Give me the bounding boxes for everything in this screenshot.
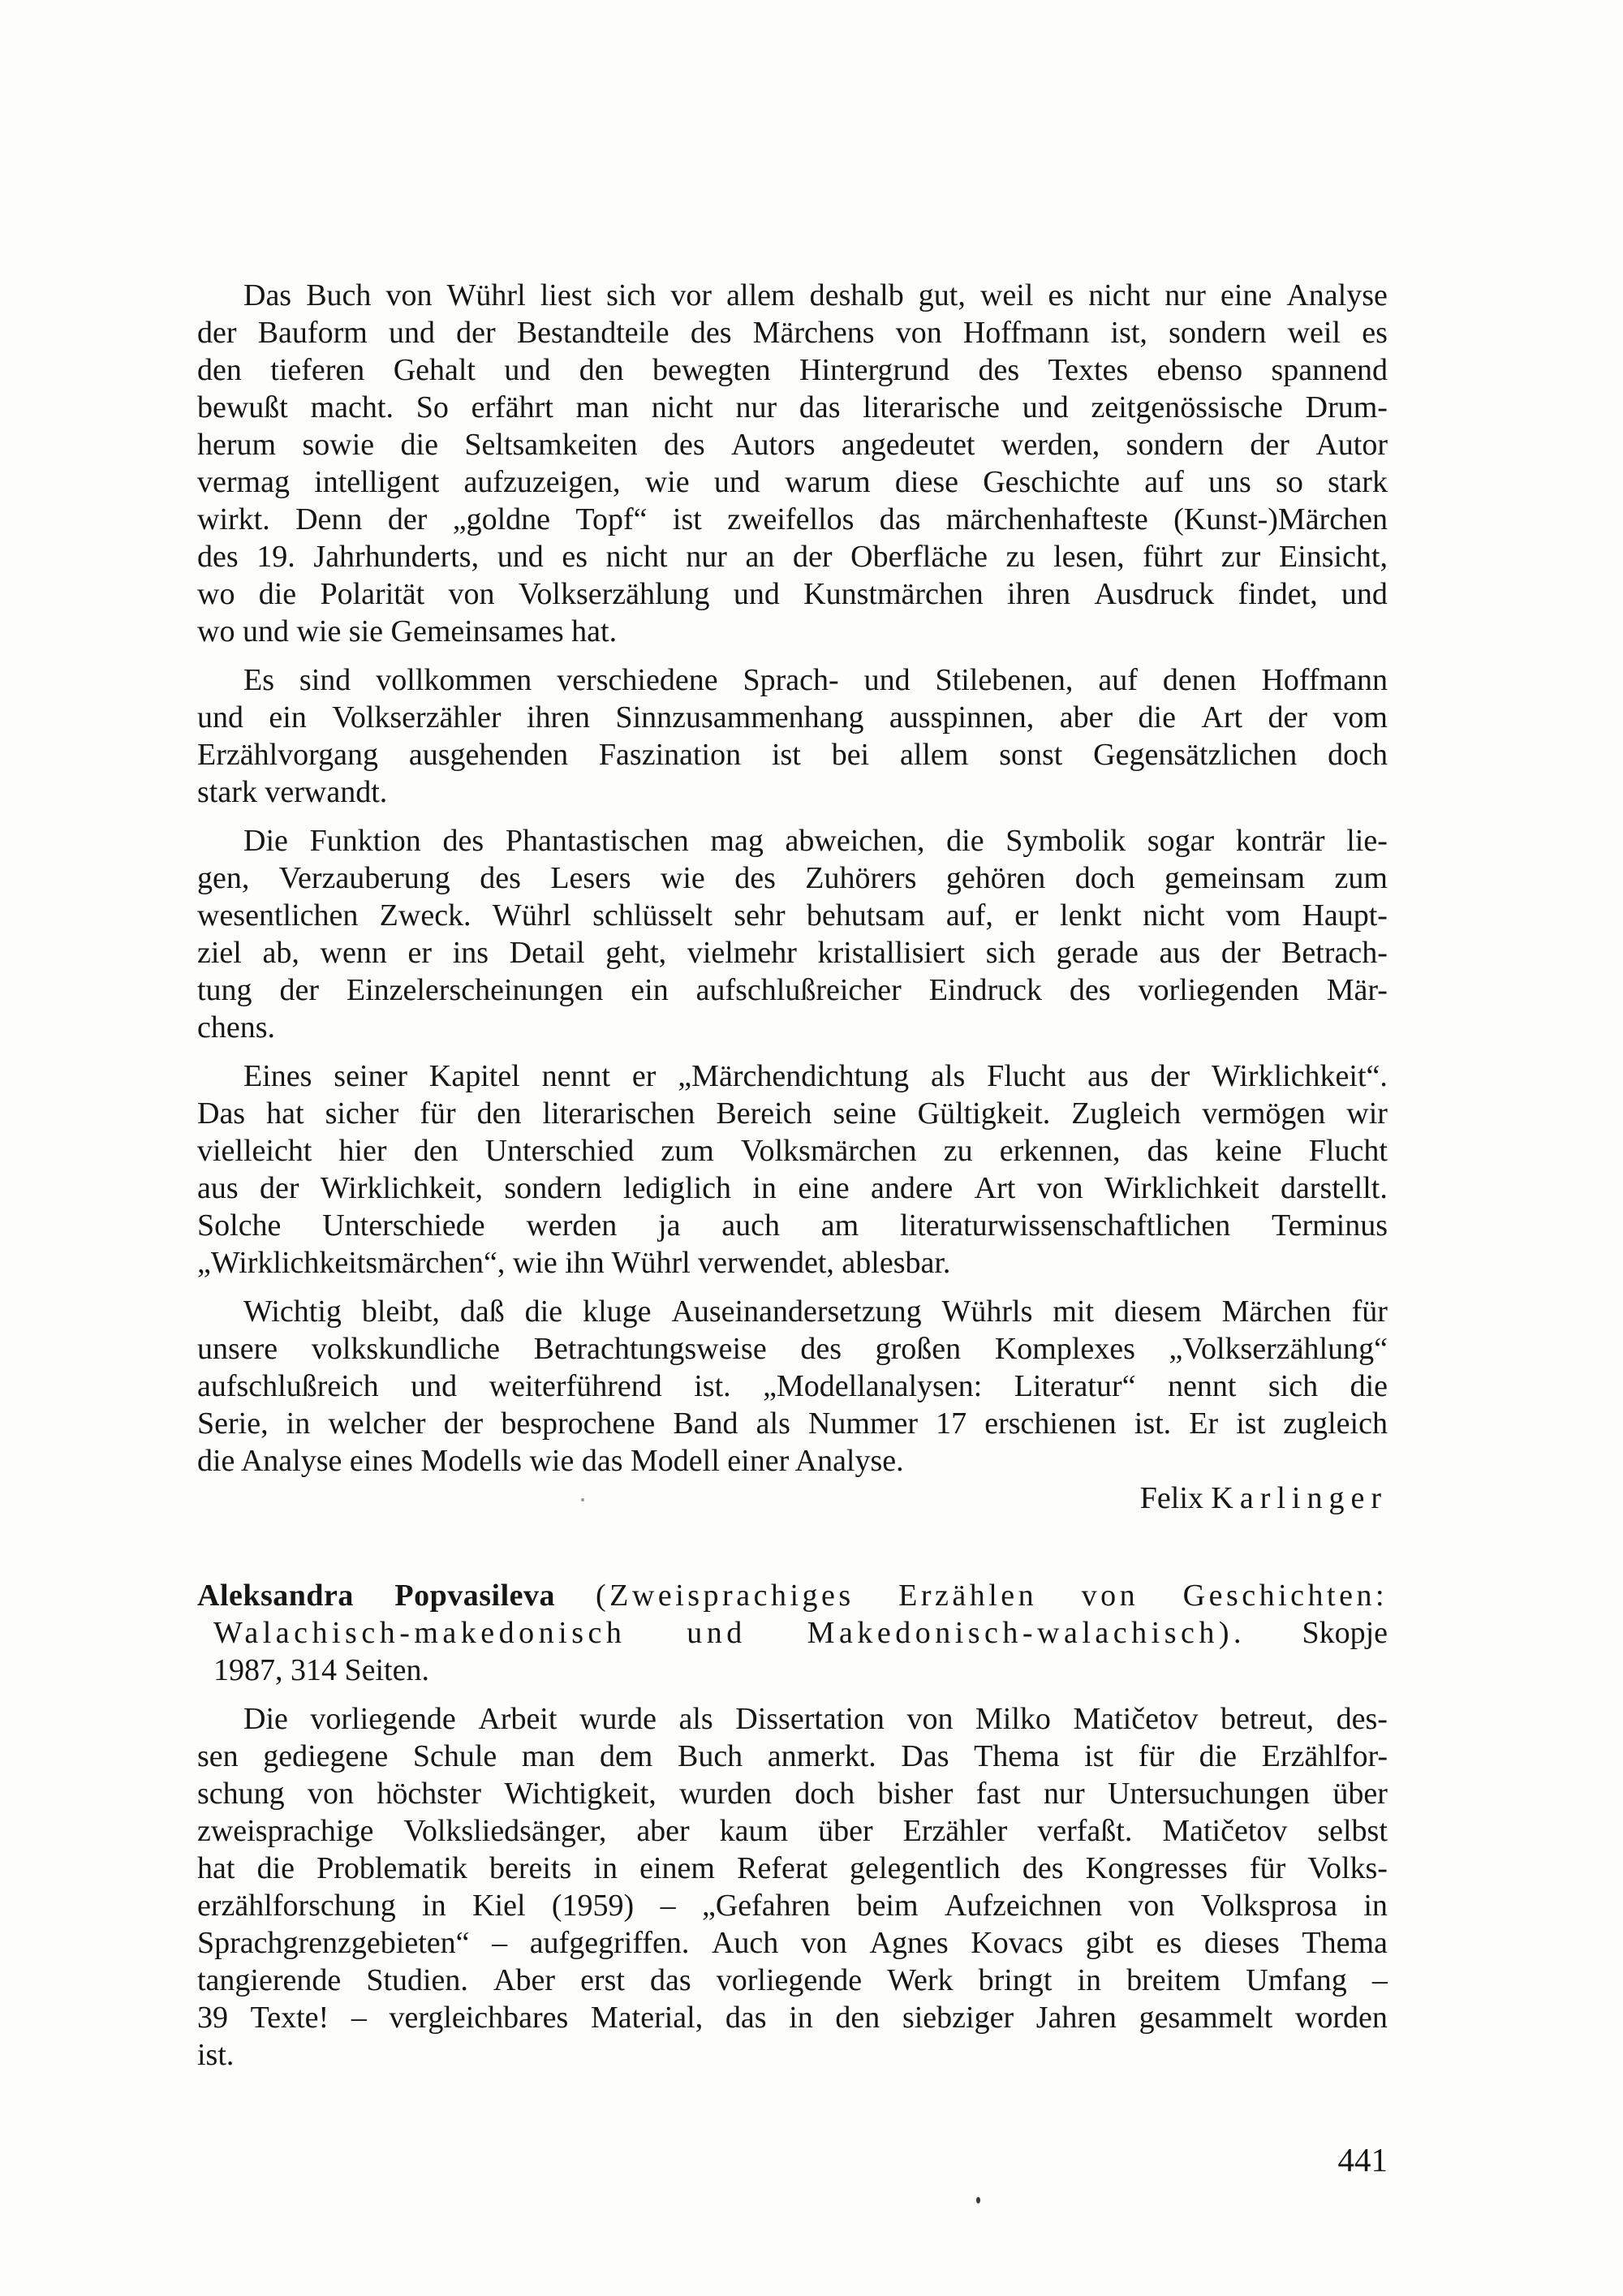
text-line: Das hat sicher für den literarischen Bereich seine Gültigkeit. Zugleich vermögen wir — [197, 1096, 1388, 1131]
review-paragraph-1 — [197, 277, 1388, 650]
heading-publication-place: Skopje — [1246, 1616, 1388, 1650]
text-line: erzählforschung in Kiel (1959) – „Gefahren beim Aufzeichnen von Volksprosa in — [197, 1889, 1388, 1923]
heading-separator — [555, 1579, 596, 1613]
text-line: gen, Verzauberung des Lesers wie des Zuhörers gehören doch gemeinsam zum — [197, 861, 1388, 895]
heading-line-1 — [197, 1577, 1388, 1614]
text-line: bewußt macht. So erfährt man nicht nur das literarische und zeitgenössische Drum- — [197, 390, 1388, 424]
text-line: chens. — [197, 1010, 276, 1045]
text-line: Erzählvorgang ausgehenden Faszination ist bei allem sonst Gegensätzlichen doch — [197, 738, 1388, 772]
text-line: Eines seiner Kapitel nennt er „Märchendichtung als Flucht aus der Wirklichkeit“. — [243, 1059, 1388, 1093]
text-line: des 19. Jahrhunderts, und es nicht nur an der Oberfläche zu lesen, führt zur Einsicht, — [197, 540, 1388, 574]
heading-title-part-1: (Zweisprachiges Erzählen von Geschichten: — [596, 1579, 1388, 1613]
text-line: ist. — [197, 2038, 235, 2072]
text-line: den tieferen Gehalt und den bewegten Hintergrund des Textes ebenso spannend — [197, 353, 1388, 387]
heading-publication-year-pages: 1987, 314 Seiten. — [213, 1653, 429, 1687]
text-line: 39 Texte! – vergleichbares Material, das in den siebziger Jahren gesammelt worden — [197, 2001, 1388, 2035]
text-line: Die vorliegende Arbeit wurde als Dissertation von Milko Matičetov betreut, des- — [243, 1702, 1388, 1736]
page-number: 441 — [1337, 2141, 1388, 2178]
text-line: der Bauform und der Bestandteile des Märchens von Hoffmann ist, sondern weil es — [197, 316, 1388, 350]
scan-speck-icon — [581, 1498, 584, 1501]
heading-line-2 — [197, 1614, 1388, 1652]
text-line: die Analyse eines Modells wie das Modell einer Analyse. — [197, 1444, 904, 1478]
heading-author-name: Aleksandra Popvasileva — [197, 1579, 556, 1613]
text-line: wesentlichen Zweck. Wührl schlüsselt sehr behutsam auf, er lenkt nicht vom Haupt- — [197, 898, 1388, 933]
text-line: unsere volkskundliche Betrachtungsweise des großen Komplexes „Volkserzählung“ — [197, 1332, 1388, 1366]
text-line: ziel ab, wenn er ins Detail geht, vielmehr kristallisiert sich gerade aus der Betrach- — [197, 936, 1388, 970]
text-line: Solche Unterschiede werden ja auch am literaturwissenschaftlichen Terminus — [197, 1208, 1388, 1243]
text-line: vielleicht hier den Unterschied zum Volksmärchen zu erkennen, das keine Flucht — [197, 1134, 1388, 1168]
text-line: herum sowie die Seltsamkeiten des Autors angedeutet werden, sondern der Autor — [197, 428, 1388, 462]
text-line: sen gediegene Schule man dem Buch anmerkt. Das Thema ist für die Erzählfor- — [197, 1739, 1388, 1773]
text-line: Wichtig bleibt, daß die kluge Auseinandersetzung Wührls mit diesem Märchen für — [243, 1294, 1388, 1329]
text-line: Es sind vollkommen verschiedene Sprach- und Stilebenen, auf denen Hoffmann — [243, 663, 1388, 697]
text-line: schung von höchster Wichtigkeit, wurden doch bisher fast nur Untersuchungen über — [197, 1777, 1388, 1811]
text-line: hat die Problematik bereits in einem Referat gelegentlich des Kongresses für Volks- — [197, 1851, 1388, 1885]
reviewer-first-name: Felix — [1139, 1481, 1212, 1515]
text-line: Das Buch von Wührl liest sich vor allem deshalb gut, weil es nicht nur eine Analyse — [243, 278, 1388, 312]
text-line: stark verwandt. — [197, 775, 388, 809]
text-line: wo die Polarität von Volkserzählung und Kunstmärchen ihren Ausdruck findet, und — [197, 577, 1388, 611]
text-line: aufschlußreich und weiterführend ist. „Modellanalysen: Literatur“ nennt sich die — [197, 1369, 1388, 1403]
bibliographic-heading — [197, 1577, 1388, 1689]
heading-line-3 — [197, 1652, 1388, 1689]
heading-title-part-2: Walachisch-makedonisch und Makedonisch-walachisch). — [213, 1616, 1246, 1650]
reviewer-last-name: Karlinger — [1211, 1481, 1388, 1515]
text-line: Sprachgrenzgebieten“ – aufgegriffen. Auch von Agnes Kovacs gibt es dieses Thema — [197, 1926, 1388, 1960]
reviewer-signature — [197, 1480, 1388, 1517]
text-line: tung der Einzelerscheinungen ein aufschlußreicher Eindruck des vorliegenden Mär- — [197, 973, 1388, 1007]
review-paragraph-3 — [197, 822, 1388, 1046]
text-line: wirkt. Denn der „goldne Topf“ ist zweifellos das märchenhafteste (Kunst-)Märchen — [197, 502, 1388, 536]
review-paragraph-2 — [197, 661, 1388, 811]
review-paragraph-5 — [197, 1293, 1388, 1480]
text-line: Die Funktion des Phantastischen mag abweichen, die Symbolik sogar konträr lie- — [243, 824, 1388, 858]
text-line: wo und wie sie Gemeinsames hat. — [197, 614, 618, 648]
text-line: vermag intelligent aufzuzeigen, wie und warum diese Geschichte auf uns so stark — [197, 465, 1388, 499]
text-line: Serie, in welcher der besprochene Band als Nummer 17 erschienen ist. Er ist zugleich — [197, 1406, 1388, 1441]
review-paragraph-4 — [197, 1058, 1388, 1282]
text-line: tangierende Studien. Aber erst das vorliegende Werk bringt in breitem Umfang – — [197, 1963, 1388, 1997]
text-line: „Wirklichkeitsmärchen“, wie ihn Wührl verwendet, ablesbar. — [197, 1246, 951, 1280]
text-line: und ein Volkserzähler ihren Sinnzusammenhang ausspinnen, aber die Art der vom — [197, 700, 1388, 734]
text-line: zweisprachige Volksliedsänger, aber kaum über Erzähler verfaßt. Matičetov selbst — [197, 1814, 1388, 1848]
text-line: aus der Wirklichkeit, sondern lediglich in eine andere Art von Wirklichkeit darstellt. — [197, 1171, 1388, 1205]
text-column — [197, 277, 1388, 2074]
scan-speck-icon — [976, 2197, 980, 2203]
entry-paragraph-1 — [197, 1700, 1388, 2074]
